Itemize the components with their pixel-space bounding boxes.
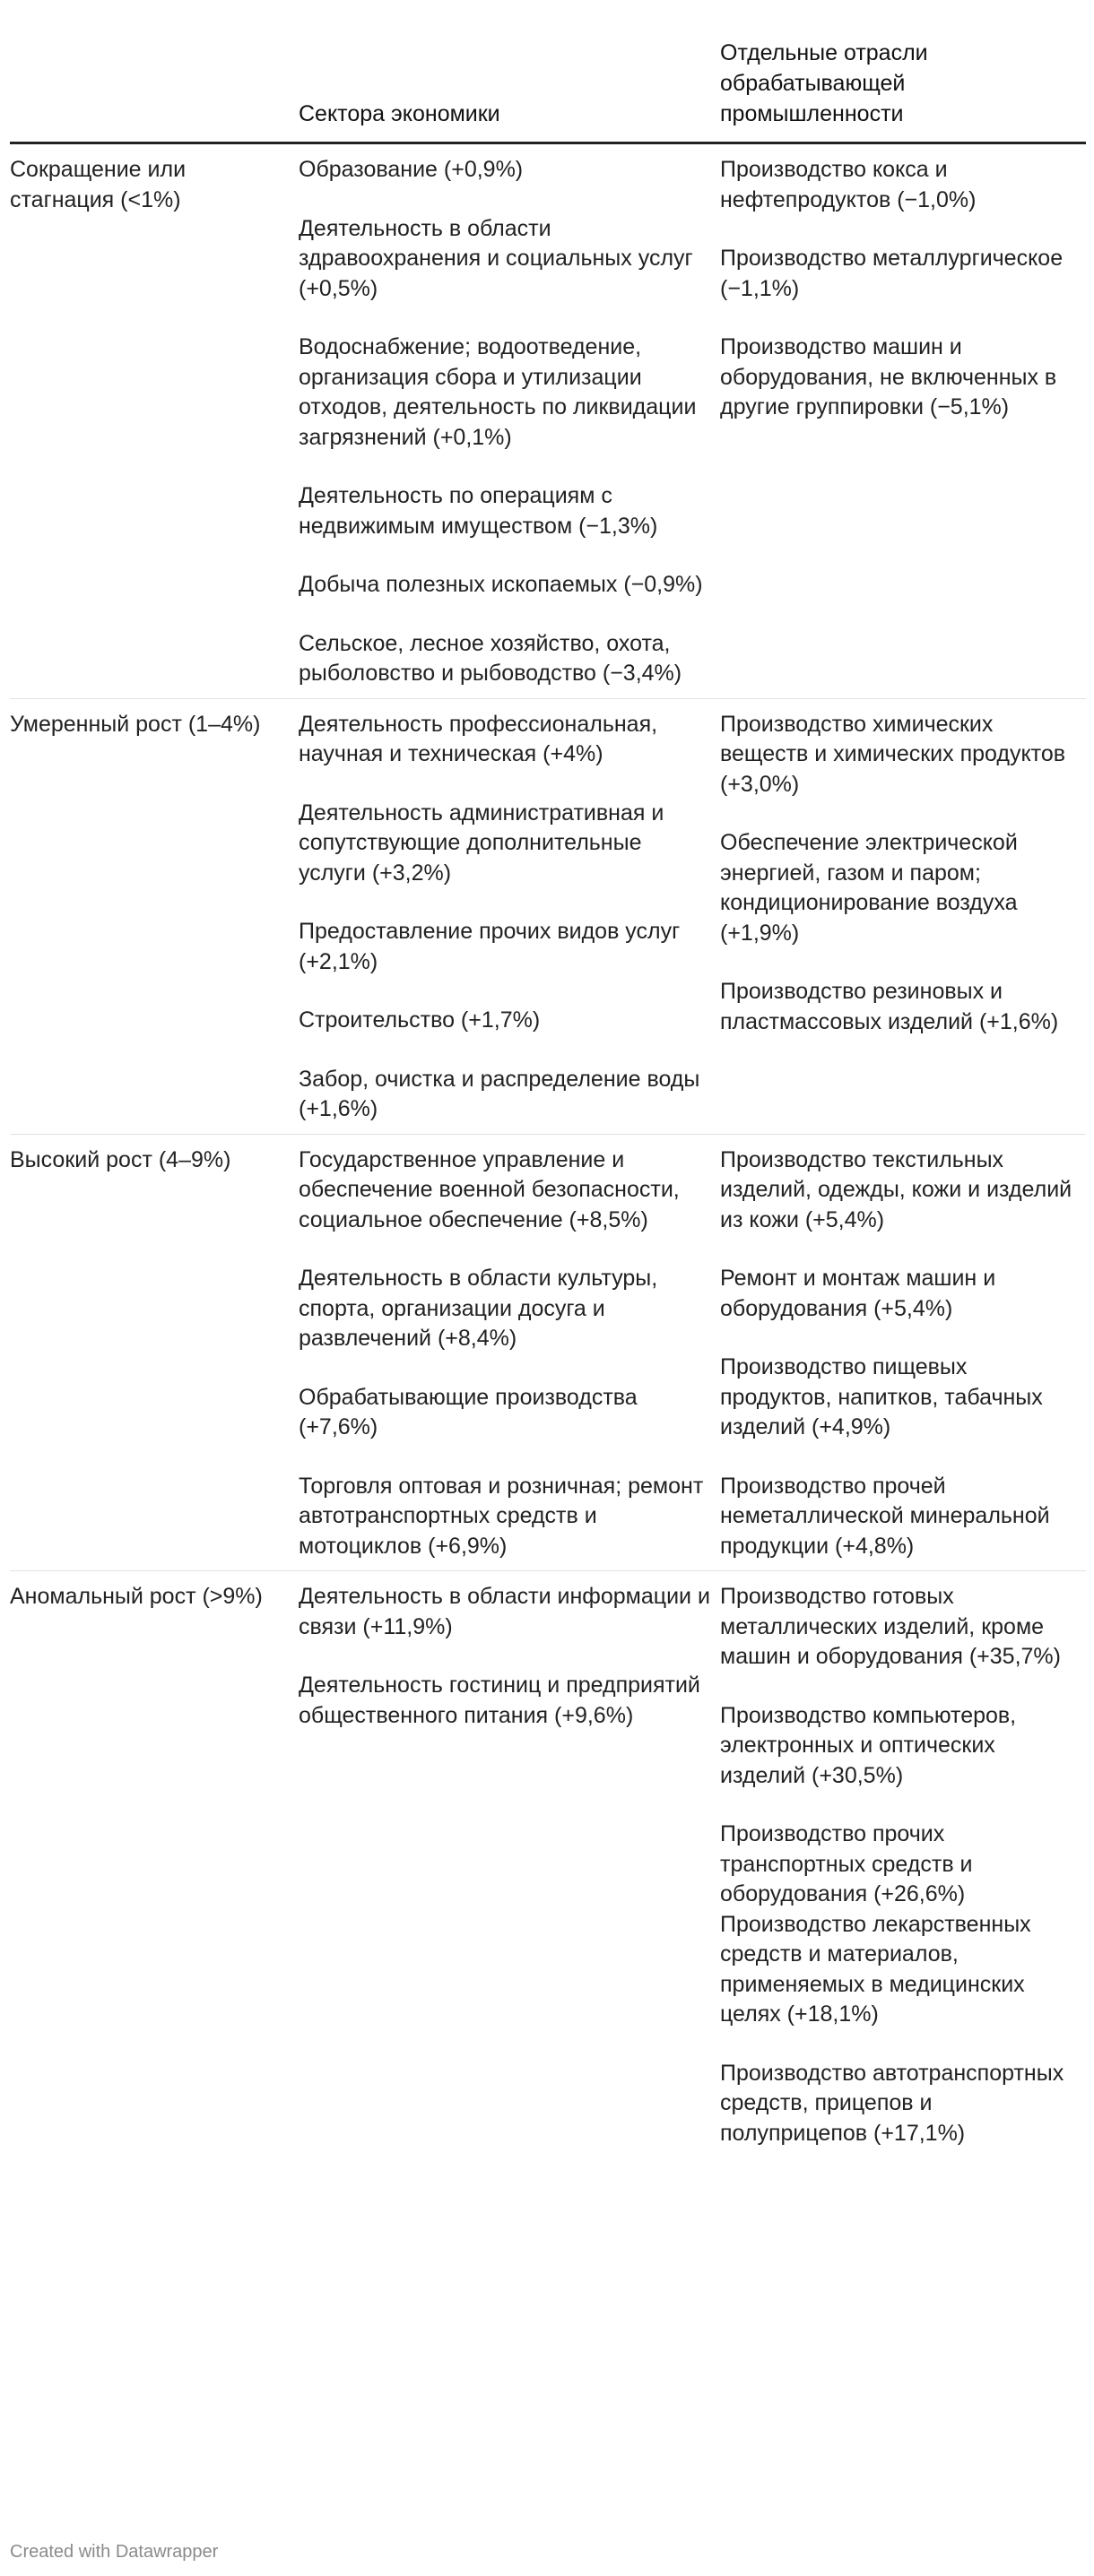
footer-credit: Created with Datawrapper [10,2542,219,2562]
sector-item: Образование (+0,9%) [299,157,524,182]
industry-item: Производство автотранспортных средств, прицепов и полуприцепов (+17,1%) [720,2060,1064,2146]
industry-item: Производство кокса и нефтепродуктов (−1,0%) [720,157,977,212]
industry-item: Производство химических веществ и химических продуктов (+3,0%) [720,711,1066,797]
industry-item: Производство резиновых и пластмассовых изделий (+1,6%) [720,979,1059,1034]
header-group [10,0,299,143]
sector-item: Забор, очистка и распределение воды (+1,6%) [299,1066,700,1121]
header-row [10,0,1086,143]
industry-item: Производство прочих транспортных средств и оборудования (+26,6%) [720,1821,973,1906]
industry-item: Обеспечение электрической энергией, газом и паром; кондиционирование воздуха (+1,9%) [720,830,1018,946]
sector-item: Предоставление прочих видов услуг (+2,1%) [299,919,681,974]
industry-item: Производство металлургическое (−1,1%) [720,246,1064,301]
sector-item: Обрабатывающие производства (+7,6%) [299,1384,638,1439]
header-sectors: Сектора экономики [299,0,720,143]
group-label: Умеренный рост (1–4%) [10,698,299,1134]
industry-item: Ремонт и монтаж машин и оборудования (+5,4%) [720,1266,996,1321]
industry-item: Производство прочей неметаллической минеральной продукции (+4,8%) [720,1473,1050,1559]
industry-item: Производство пищевых продуктов, напитков, табачных изделий (+4,9%) [720,1354,1043,1439]
sector-item: Деятельность профессиональная, научная и техническая (+4%) [299,711,658,766]
sector-item: Деятельность в области культуры, спорта, организации досуга и развлечений (+8,4%) [299,1266,658,1351]
sector-item: Деятельность в области информации и связи (+11,9%) [299,1584,710,1639]
sector-item: Торговля оптовая и розничная; ремонт автотранспортных средств и мотоциклов (+6,9%) [299,1473,704,1559]
sector-item: Государственное управление и обеспечение военной безопасности, социальное обеспечение (+8,5%) [299,1146,680,1232]
industry-item: Производство лекарственных средств и материалов, применяемых в медицинских целях (+18,1%) [720,1911,1031,2027]
sector-item: Деятельность по операциям с недвижимым имуществом (−1,3%) [299,483,658,539]
header-industries: Отдельные отрасли обрабатывающей промышленности [720,0,1086,143]
industries-cell [720,1571,1086,2158]
sectors-cell [299,698,720,1134]
group-label: Аномальный рост (>9%) [10,1584,263,1609]
sectors-cell [299,143,720,699]
sector-item: Деятельность административная и сопутствующие дополнительные услуги (+3,2%) [299,800,664,886]
sector-item: Сельское, лесное хозяйство, охота, рыболовство и рыбоводство (−3,4%) [299,630,682,686]
sector-item: Добыча полезных ископаемых (−0,9%) [299,572,703,597]
industry-item: Производство текстильных изделий, одежды, кожи и изделий из кожи (+5,4%) [720,1146,1072,1232]
sector-item: Деятельность гостиниц и предприятий общественного питания (+9,6%) [299,1673,700,1728]
industries-cell [720,143,1086,699]
sectors-cell [299,1134,720,1571]
industry-item: Производство компьютеров, электронных и оптических изделий (+30,5%) [720,1702,1017,1788]
growth-table [10,0,1086,2157]
table-container [10,0,1086,2157]
table-row [10,143,1086,699]
table-row [10,1571,1086,2158]
sectors-cell [299,1571,720,2158]
industries-cell [720,698,1086,1134]
industry-item: Производство машин и оборудования, не включенных в другие группировки (−5,1%) [720,334,1057,419]
industry-item: Производство готовых металлических изделий, кроме машин и оборудования (+35,7%) [720,1584,1061,1669]
group-label: Высокий рост (4–9%) [10,1134,299,1571]
sector-item: Строительство (+1,7%) [299,1007,541,1033]
sector-item: Деятельность в области здравоохранения и социальных услуг (+0,5%) [299,215,693,301]
group-label: Сокращение или стагнация (<1%) [10,143,299,699]
sector-item: Водоснабжение; водоотведение, организация сбора и утилизации отходов, деятельность по ликвидации загрязнений (+0,1%) [299,334,697,450]
table-row [10,1134,1086,1571]
industries-cell [720,1134,1086,1571]
table-row [10,698,1086,1134]
